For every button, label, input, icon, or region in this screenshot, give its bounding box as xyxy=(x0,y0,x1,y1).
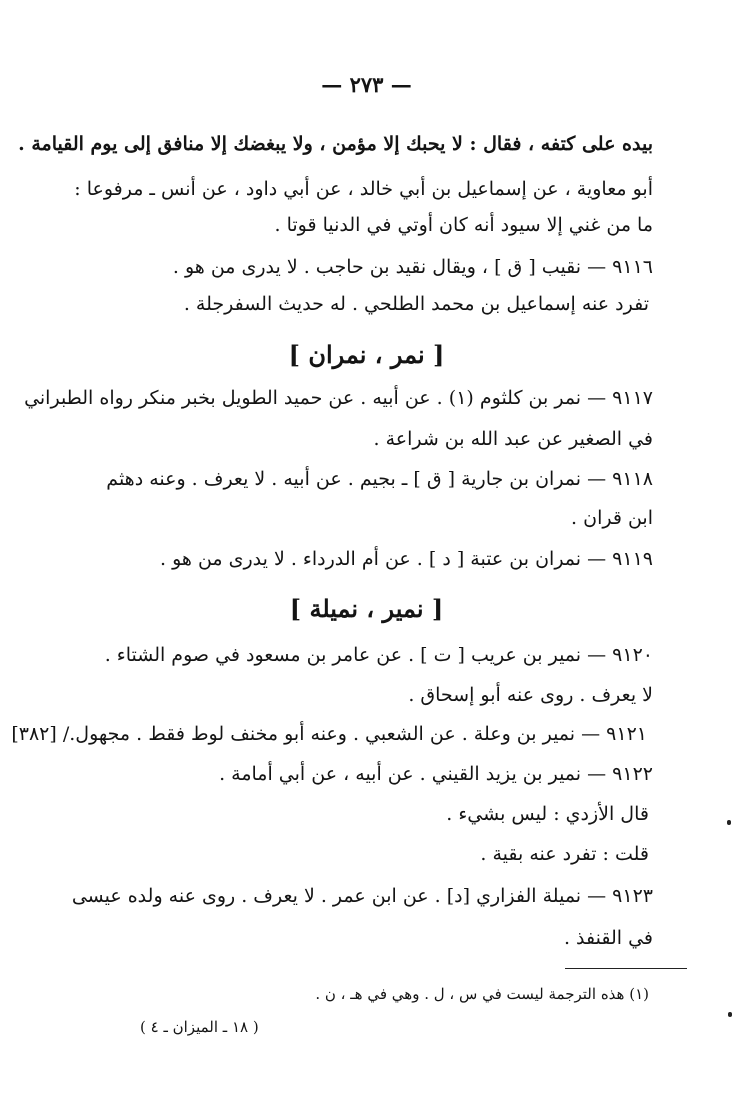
text-line: أبو معاوية ، عن إسماعيل بن أبي خالد ، عن أبي داود ، عن أنس ـ مرفوعا : xyxy=(74,178,653,200)
margin-mark xyxy=(728,1012,732,1017)
entry-9123: ٩١٢٣ — نميلة الفزاري [د] . عن ابن عمر . لا يعرف . روى عنه ولده عيسى xyxy=(71,885,653,907)
entry-9120: ٩١٢٠ — نمير بن عريب [ ت ] . عن عامر بن مسعود في صوم الشتاء . xyxy=(104,644,653,666)
text-line: ابن قران . xyxy=(571,507,653,529)
text-line: في القنفذ . xyxy=(563,927,653,949)
entry-9118: ٩١١٨ — نمران بن جارية [ ق ] ـ بجيم . عن أبيه . لا يعرف . وعنه دهثم xyxy=(106,468,653,490)
text-line: قلت : تفرد عنه بقية . xyxy=(480,843,649,865)
text-line: لا يعرف . روى عنه أبو إسحاق . xyxy=(408,684,653,706)
section-heading: [ نمر ، نمران ] xyxy=(288,340,445,369)
text-line: قال الأزدي : ليس بشيء . xyxy=(446,803,649,825)
text-line: بيده على كتفه ، فقال : لا يحبك إلا مؤمن ، ولا يبغضك إلا منافق إلى يوم القيامة . xyxy=(18,133,653,155)
footnote-separator xyxy=(565,968,687,969)
page-number: — ٢٧٣ — xyxy=(321,72,412,97)
margin-mark xyxy=(727,820,731,825)
section-heading: [ نمير ، نميلة ] xyxy=(289,594,444,623)
entry-9122: ٩١٢٢ — نمير بن يزيد القيني . عن أبيه ، عن أبي أمامة . xyxy=(219,763,653,785)
entry-9119: ٩١١٩ — نمران بن عتبة [ د ] . عن أم الدرداء . لا يدرى من هو . xyxy=(160,548,653,570)
text-line: في الصغير عن عبد الله بن شراعة . xyxy=(373,428,653,450)
text-line: ما من غني إلا سيود أنه كان أوتي في الدنيا قوتا . xyxy=(274,214,653,236)
entry-9121: ٩١٢١ — نمير بن وعلة . عن الشعبي . وعنه أبو مخنف لوط فقط . مجهول./ [٣٨٢] xyxy=(11,723,647,745)
signature-mark: ( ١٨ ـ الميزان ـ ٤ ) xyxy=(140,1018,259,1036)
entry-9117: ٩١١٧ — نمر بن كلثوم (١) . عن أبيه . عن حميد الطويل بخبر منكر رواه الطبراني xyxy=(24,387,653,409)
text-line: تفرد عنه إسماعيل بن محمد الطلحي . له حديث السفرجلة . xyxy=(183,293,649,315)
entry-9116: ٩١١٦ — نقيب [ ق ] ، ويقال نقيد بن حاجب . لا يدرى من هو . xyxy=(172,256,653,278)
footnote: (١) هذه الترجمة ليست في س ، ل . وهي في هـ ، ن . xyxy=(315,985,649,1003)
